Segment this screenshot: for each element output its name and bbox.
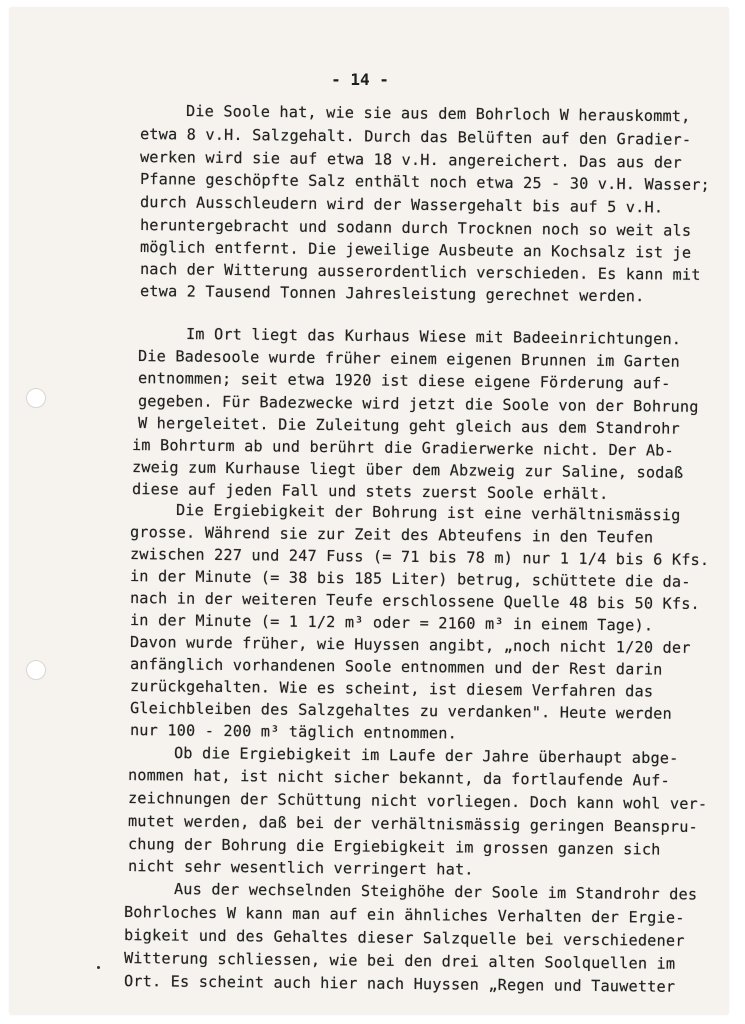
text-line: werken wird sie auf etwa 18 v.H. angereichert. Das aus der bbox=[139, 148, 683, 172]
text-line: Gleichbleiben des Salzgehaltes zu verdanken". Heute werden bbox=[129, 699, 673, 723]
text-line: etwa 8 v.H. Salzgehalt. Durch das Belüften auf den Gradier- bbox=[139, 125, 692, 149]
ink-dot bbox=[97, 966, 100, 969]
text-line: im Bohrturm ab und berührt die Gradierwerke nicht. Der Ab- bbox=[131, 436, 675, 460]
text-line: Davon wurde früher, wie Huyssen angibt, „noch nicht 1/20 der bbox=[129, 633, 691, 657]
text-line: Im Ort liegt das Kurhaus Wiese mit Badeeinrichtungen. bbox=[185, 325, 682, 349]
text-line: zwischen 227 und 247 Fuss (= 71 bis 78 m) nur 1 1/4 bis 6 Kfs. bbox=[129, 545, 710, 570]
text-line: Ob die Ergiebigkeit im Laufe der Jahre überhaupt abge- bbox=[173, 744, 679, 768]
text-line: heruntergebracht und sodann durch Trocknen noch so weit als bbox=[139, 216, 692, 240]
page-number: - 14 - bbox=[331, 70, 389, 89]
text-line: nach der Witterung ausserordentlich verschieden. Es kann mit bbox=[139, 260, 701, 284]
text-line: Die Ergiebigkeit der Bohrung ist eine verhältnismässig bbox=[175, 501, 681, 525]
text-line: Ort. Es scheint auch hier nach Huyssen „Regen und Tauwetter bbox=[123, 972, 676, 996]
text-line: chung der Bohrung die Ergiebigkeit im grossen ganzen sich bbox=[127, 835, 661, 859]
text-line: nur 100 - 200 m³ täglich entnommen. bbox=[129, 721, 458, 743]
text-line: W hergeleitet. Die Zuleitung geht gleich aus dem Standrohr bbox=[137, 414, 681, 438]
text-line: in der Minute (= 1 1/2 m³ oder = 2160 m³ in einem Tage). bbox=[129, 611, 654, 635]
text-line: etwa 2 Tausend Tonnen Jahresleistung gerechnet werden. bbox=[139, 282, 645, 306]
text-line: nommen hat, ist nicht sicher bekannt, da fortlaufende Auf- bbox=[127, 766, 671, 790]
text-line: zurückgehalten. Wie es scheint, ist diesem Verfahren das bbox=[129, 677, 654, 701]
text-line: zeichnungen der Schüttung nicht vorliegen. Doch kann wohl ver- bbox=[127, 789, 708, 814]
text-line: grosse. Während sie zur Zeit des Abteufens in den Teufen bbox=[129, 523, 654, 547]
text-line: durch Ausschleudern wird der Wassergehalt bis auf 5 v.H. bbox=[139, 193, 664, 217]
text-line: Bohrloches W kann man auf ein ähnliches Verhalten der Ergie- bbox=[123, 903, 685, 927]
text-line: Aus der wechselnden Steighöhe der Soole im Standrohr des bbox=[173, 880, 698, 904]
text-line: zweig zum Kurhause liegt über dem Abzweig zur Saline, sodaß bbox=[131, 458, 684, 482]
text-line: mutet werden, daß bei der verhältnismässig geringen Beanspru- bbox=[127, 812, 699, 836]
text-line: Die Badesoole wurde früher einem eigenen Brunnen im Garten bbox=[137, 347, 681, 371]
text-line: diese auf jeden Fall und stets zuerst Soole erhält. bbox=[131, 480, 609, 503]
punch-hole-bottom bbox=[26, 660, 46, 680]
text-line: möglich entfernt. Die jeweilige Ausbeute an Kochsalz ist je bbox=[139, 238, 692, 262]
text-line: in der Minute (= 38 bis 185 Liter) betrug, schüttete die da- bbox=[129, 567, 691, 591]
text-line: Witterung schliessen, wie bei den drei alten Soolquellen im bbox=[123, 949, 676, 973]
text-line: gegeben. Für Badezwecke wird jetzt die Soole von der Bohrung bbox=[137, 392, 699, 416]
text-line: entnommen; seit etwa 1920 ist diese eigene Förderung auf- bbox=[137, 369, 671, 393]
text-line: Die Soole hat, wie sie aus dem Bohrloch W herauskommt, bbox=[185, 102, 691, 126]
text-line: nach in der weiteren Teufe erschlossene Quelle 48 bis 50 Kfs. bbox=[129, 589, 701, 613]
text-line: nicht sehr wesentlich verringert hat. bbox=[127, 857, 474, 879]
punch-hole-top bbox=[26, 388, 46, 408]
text-line: Pfanne geschöpfte Salz enthält noch etwa 25 - 30 v.H. Wasser; bbox=[139, 170, 711, 194]
text-line: anfänglich vorhandenen Soole entnommen und der Rest darin bbox=[129, 655, 663, 679]
text-line: bigkeit und des Gehaltes dieser Salzquelle bei verschiedener bbox=[123, 926, 685, 950]
